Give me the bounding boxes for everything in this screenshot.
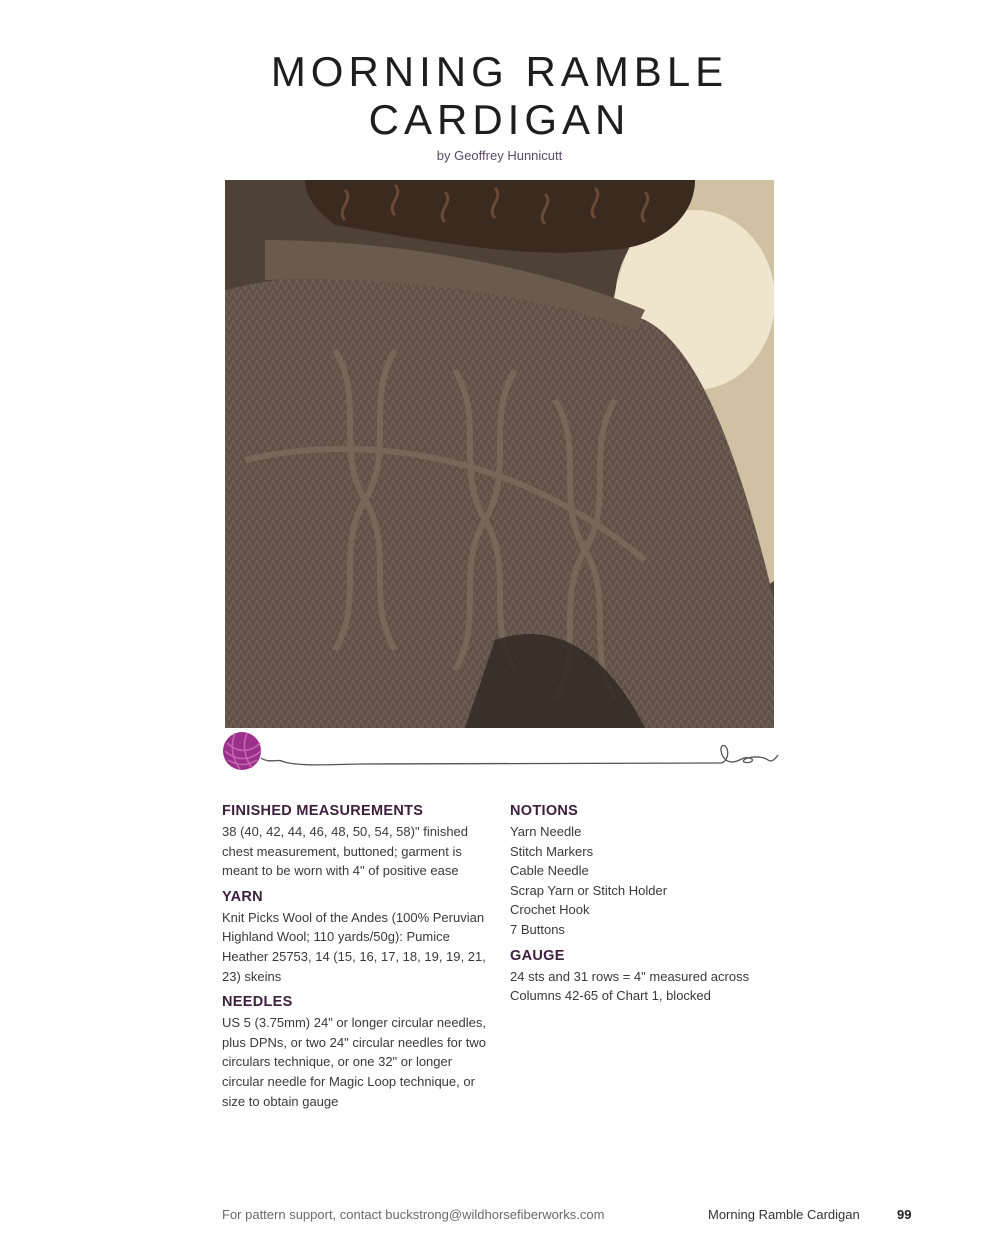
section-body: 24 sts and 31 rows = 4" measured across Columns 42-65 of Chart 1, blocked [510, 968, 750, 1004]
notion-item: Yarn Needle [510, 824, 582, 839]
title-line-1: MORNING RAMBLE [270, 48, 729, 95]
page-number: 99 [897, 1207, 912, 1222]
yarn-divider [220, 728, 780, 778]
running-title: Morning Ramble Cardigan [708, 1207, 860, 1222]
yarn-ball-icon [223, 732, 261, 770]
designer-byline: by Geoffrey Hunnicutt [436, 148, 563, 163]
notion-item: Crochet Hook [510, 902, 590, 918]
section-body: Knit Picks Wool of the Andes (100% Peruvian Highland Wool; 110 yards/50g): Pumice Heather 25753, 14 (15, 16, 17, 18, 19, 19, 21, 23) skeins [222, 909, 486, 984]
finished-measurements-section [222, 800, 494, 881]
notion-item: Cable Needle [510, 863, 589, 879]
section-heading: YARN [222, 888, 263, 905]
notion-item: 7 Buttons [510, 921, 565, 937]
title-line-2: CARDIGAN [368, 96, 631, 143]
section-heading: NEEDLES [222, 994, 293, 1011]
gauge-section [510, 945, 790, 1006]
notion-item: Scrap Yarn or Stitch Holder [510, 882, 668, 898]
yarn-section [222, 886, 494, 986]
cardigan-photo [225, 180, 774, 728]
section-heading: FINISHED MEASUREMENTS [222, 803, 424, 819]
section-heading: NOTIONS [510, 803, 579, 819]
left-column [222, 800, 494, 1116]
section-body: 38 (40, 42, 44, 46, 48, 50, 54, 58)" finished chest measurement, buttoned; garment is meant to be worn with 4" of positive ease [222, 824, 469, 879]
section-heading: GAUGE [510, 947, 565, 964]
pattern-title [0, 48, 999, 144]
notions-section [510, 800, 790, 940]
needles-section [222, 991, 494, 1111]
right-column [510, 800, 790, 1011]
section-body: US 5 (3.75mm) 24" or longer circular needles, plus DPNs, or two 24" circular needles for two circulars technique, or one 32" or longer circular needle for Magic Loop technique, or size to obtain gauge [222, 1015, 487, 1109]
notion-item: Stitch Markers [510, 843, 594, 859]
pattern-support-text: For pattern support, contact buckstrong@wildhorsefiberworks.com [222, 1207, 605, 1222]
